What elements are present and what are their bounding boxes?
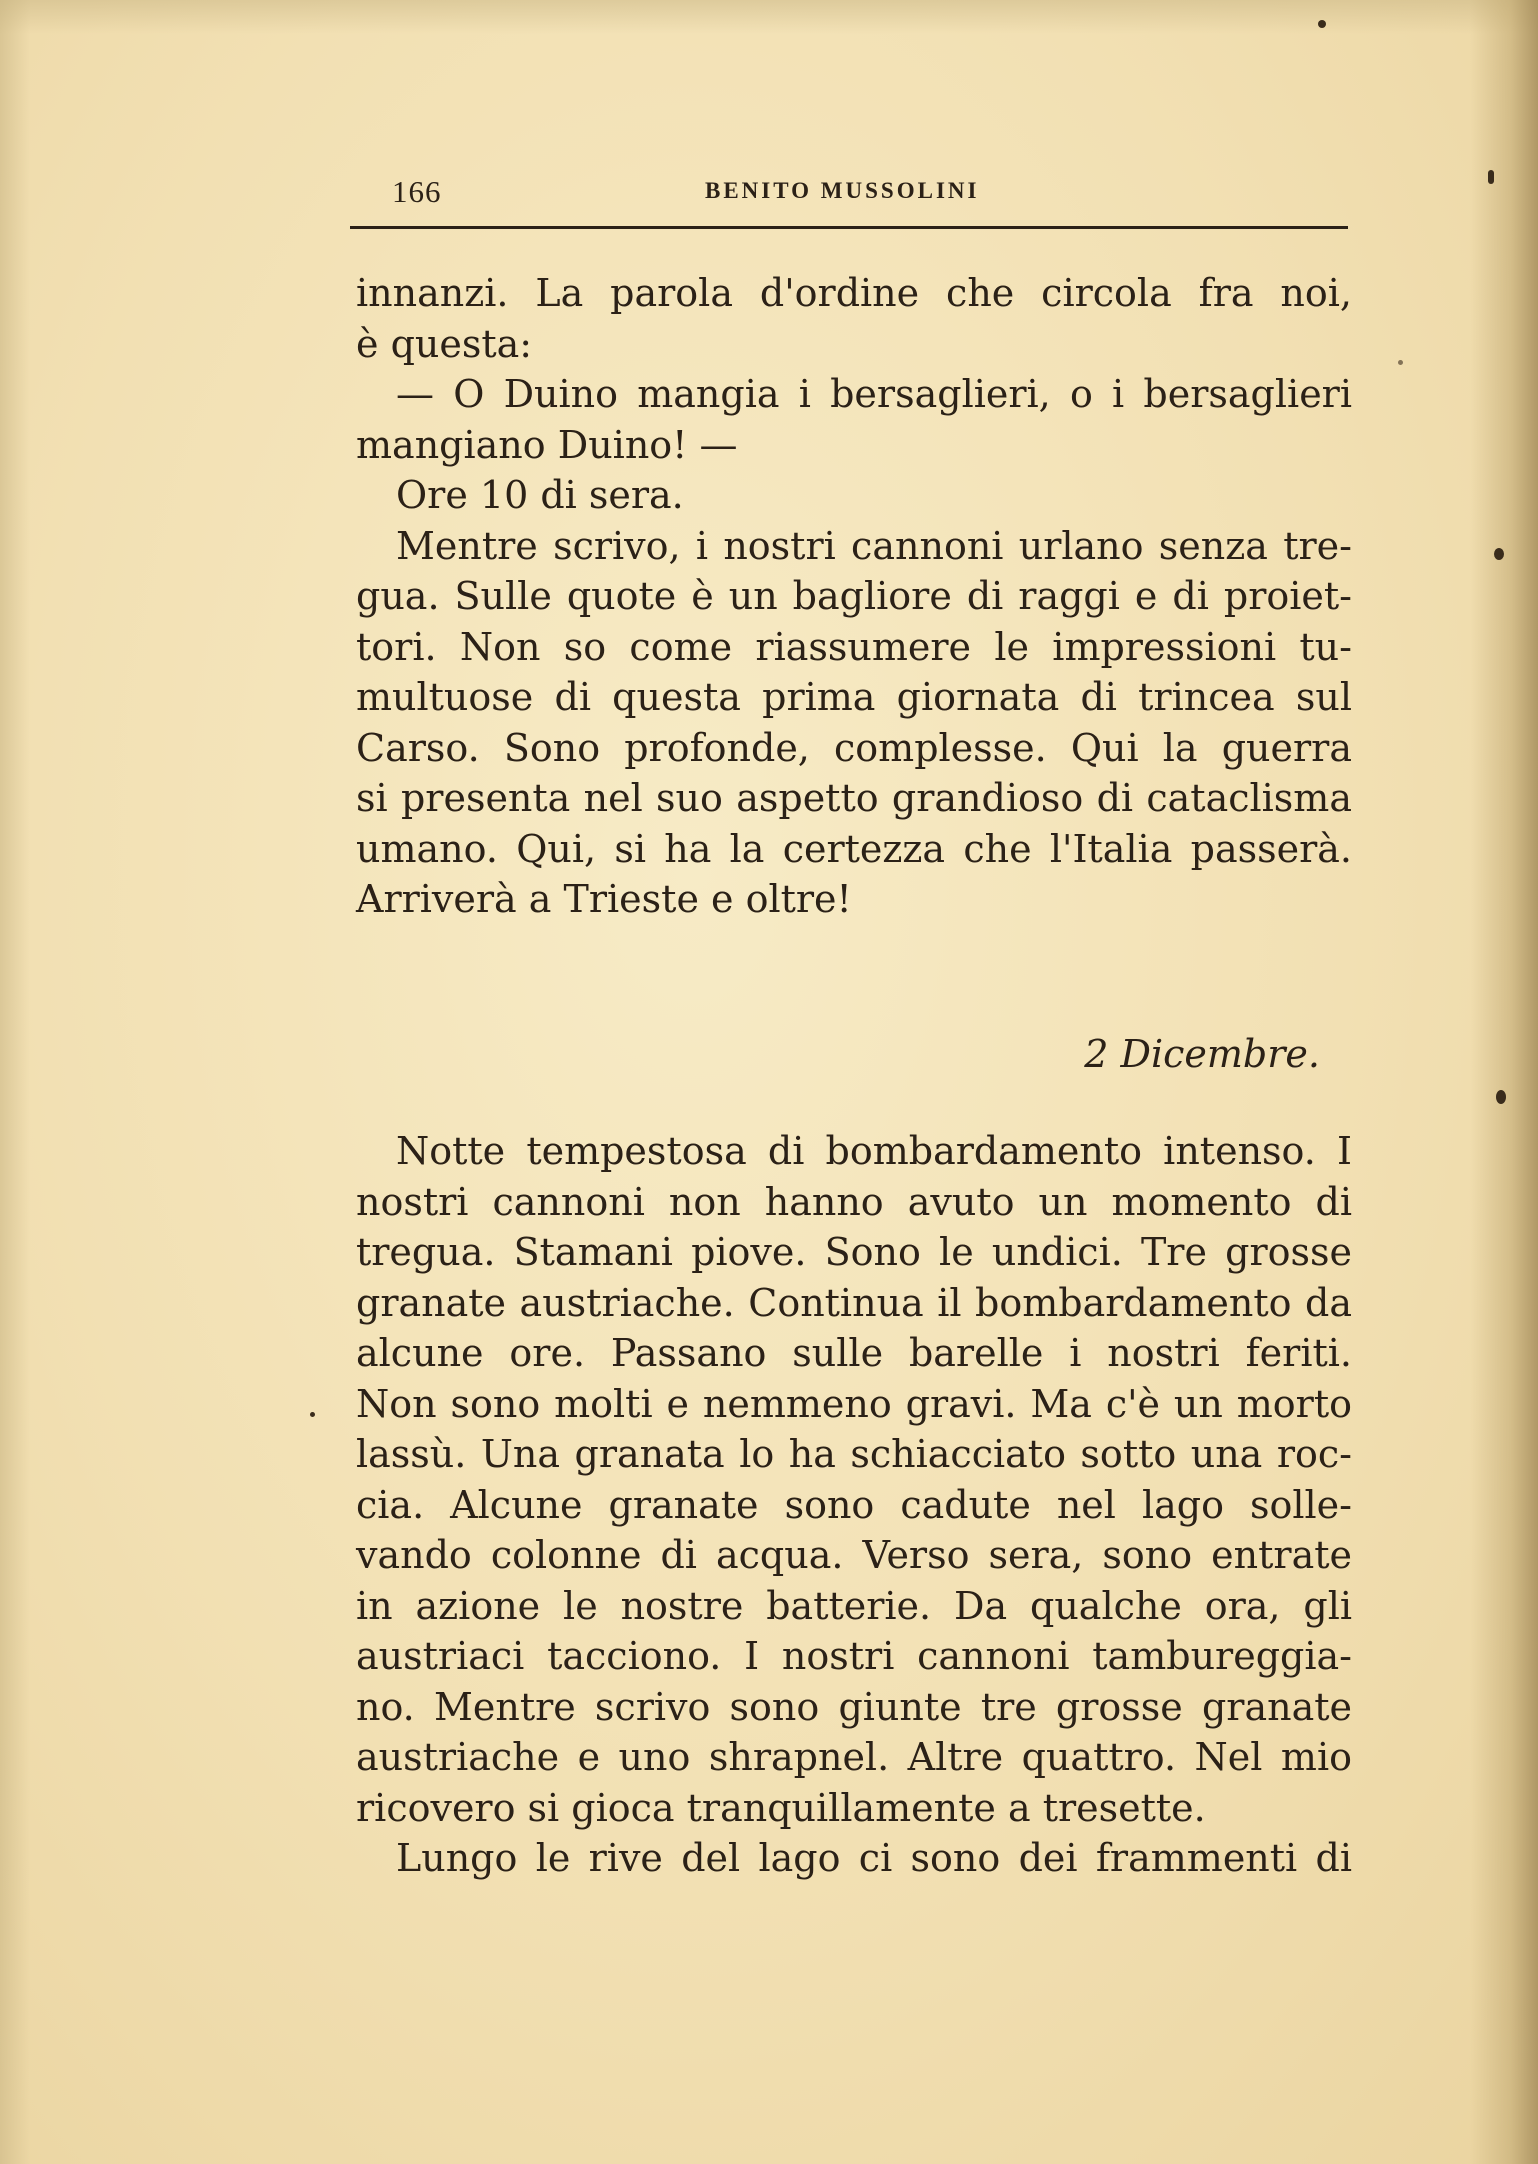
text-line: innanzi. La parola d'ordine che circola fra noi, [356,271,1352,315]
text-line: tori. Non so come riassumere le impressioni tu- [356,624,1352,669]
text-line: Ore 10 di sera. [396,473,684,517]
text-line: lassù. Una granata lo ha schiacciato sotto una roc- [356,1432,1352,1476]
text-line: ricovero si gioca tranquillamente a tresette. [356,1785,1206,1830]
text-line: è questa: [356,321,533,366]
body-text-section-1 [356,268,1352,925]
text-line: si presenta nel suo aspetto grandioso di cataclisma [356,776,1352,820]
page-gutter-shadow [1470,0,1538,2164]
text-line: granate austriache. Continua il bombardamento da [356,1280,1352,1325]
body-text-section-2 [356,1126,1352,1884]
text-line: in azione le nostre batterie. Da qualche ora, gli [356,1583,1352,1628]
date-heading: 2 Dicembre. [1084,1032,1320,1076]
text-line: nostri cannoni non hanno avuto un momento di [356,1179,1352,1224]
text-line: austriache e uno shrapnel. Altre quattro. Nel mio [356,1735,1352,1779]
text-line: Notte tempestosa di bombardamento intenso. I [396,1129,1352,1173]
text-line: mangiano Duino! — [356,422,738,467]
ink-speck [1318,20,1326,28]
text-line: alcune ore. Passano sulle barelle i nostri feriti. [356,1331,1352,1375]
running-head [350,168,1348,216]
text-line: umano. Qui, si ha la certezza che l'Italia passerà. [356,826,1352,871]
ink-speck [1398,360,1403,365]
page-number: 166 [392,174,442,209]
page-left-shadow [0,0,30,2164]
ink-speck [1496,1090,1506,1104]
text-line: cia. Alcune granate sono cadute nel lago solle- [356,1482,1352,1527]
text-line: Lungo le rive del lago ci sono dei frammenti di [396,1836,1352,1880]
text-line: — O Duino mangia i bersaglieri, o i bersaglieri [396,372,1352,416]
text-line: Arriverà a Trieste e oltre! [356,877,852,921]
text-line: no. Mentre scrivo sono giunte tre grosse granate [356,1684,1352,1729]
text-line: vando colonne di acqua. Verso sera, sono entrate [356,1533,1352,1577]
ink-speck [310,1412,315,1417]
text-line: tregua. Stamani piove. Sono le undici. Tre grosse [356,1230,1352,1274]
text-line: austriaci tacciono. I nostri cannoni tambureggia- [356,1634,1352,1678]
page-top-shadow [0,0,1538,34]
text-line: Carso. Sono profonde, complesse. Qui la guerra [356,725,1352,770]
text-line: multuose di questa prima giornata di trincea sul [356,675,1352,719]
text-line: gua. Sulle quote è un bagliore di raggi e di proiet- [356,574,1352,618]
text-line: Non sono molti e nemmeno gravi. Ma c'è un morto [356,1381,1352,1426]
running-head-title: BENITO MUSSOLINI [705,178,980,203]
ink-speck [1494,548,1504,560]
ink-speck [1488,170,1494,184]
text-line: Mentre scrivo, i nostri cannoni urlano senza tre- [396,523,1352,568]
header-rule [350,226,1348,229]
